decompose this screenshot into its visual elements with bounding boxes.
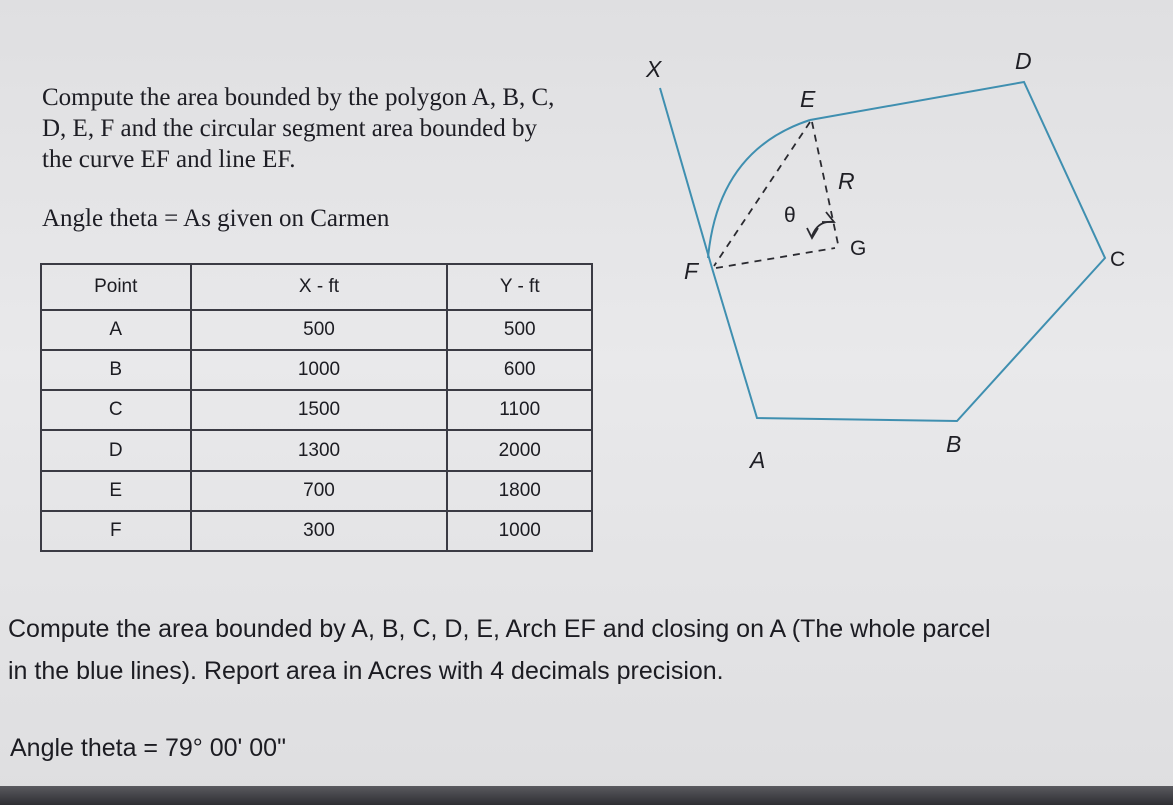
point-cell: A: [41, 310, 191, 350]
header-y-ft: Y - ft: [447, 264, 592, 310]
point-cell: F: [41, 511, 191, 551]
theta-note: Angle theta = As given on Carmen: [42, 205, 390, 232]
label-d: D: [1015, 48, 1032, 74]
y-cell: 1000: [447, 511, 592, 551]
radius-eg: [812, 122, 838, 244]
y-cell: 500: [447, 310, 592, 350]
x-cell: 1300: [191, 430, 448, 470]
point-cell: B: [41, 350, 191, 390]
arc-ef: [708, 120, 810, 258]
photo-edge-shadow: [0, 786, 1173, 805]
x-cell: 500: [191, 310, 448, 350]
question-text: Compute the area bounded by A, B, C, D, E, Arch EF and closing on A (The whole parcel in the blue lines). Report area in Acres with 4 decimals precision.: [8, 615, 991, 685]
x-cell: 700: [191, 471, 448, 511]
y-cell: 2000: [447, 430, 592, 470]
label-f: F: [684, 258, 699, 284]
point-cell: E: [41, 471, 191, 511]
problem-intro: Compute the area bounded by the polygon A, B, C, D, E, F and the circular segment area bounded by the curve EF and line EF.: [42, 84, 555, 173]
x-cell: 1000: [191, 350, 448, 390]
label-e: E: [800, 86, 816, 112]
label-theta: θ: [784, 204, 796, 227]
label-r: R: [838, 168, 855, 194]
label-x: X: [646, 56, 662, 82]
header-point: Point: [41, 264, 191, 310]
construction-lines: [714, 122, 838, 268]
x-cell: 300: [191, 511, 448, 551]
label-b: B: [946, 431, 962, 457]
theta-value: Angle theta = 79° 00' 00": [10, 734, 286, 762]
boundary-f-a-b-c-d-e: [712, 82, 1105, 421]
label-c: C: [1110, 248, 1126, 271]
y-cell: 1100: [447, 390, 592, 430]
y-cell: 600: [447, 350, 592, 390]
x-cell: 1500: [191, 390, 448, 430]
radius-fg: [716, 248, 835, 268]
label-g: G: [850, 237, 867, 260]
header-x-ft: X - ft: [191, 264, 448, 310]
y-cell: 1800: [447, 471, 592, 511]
point-cell: C: [41, 390, 191, 430]
angle-marks: [807, 212, 834, 238]
label-a: A: [750, 447, 766, 473]
parcel-boundary: [660, 82, 1105, 421]
chord-ef: [714, 122, 810, 266]
reference-line-x-to-f: [660, 88, 712, 268]
point-cell: D: [41, 430, 191, 470]
